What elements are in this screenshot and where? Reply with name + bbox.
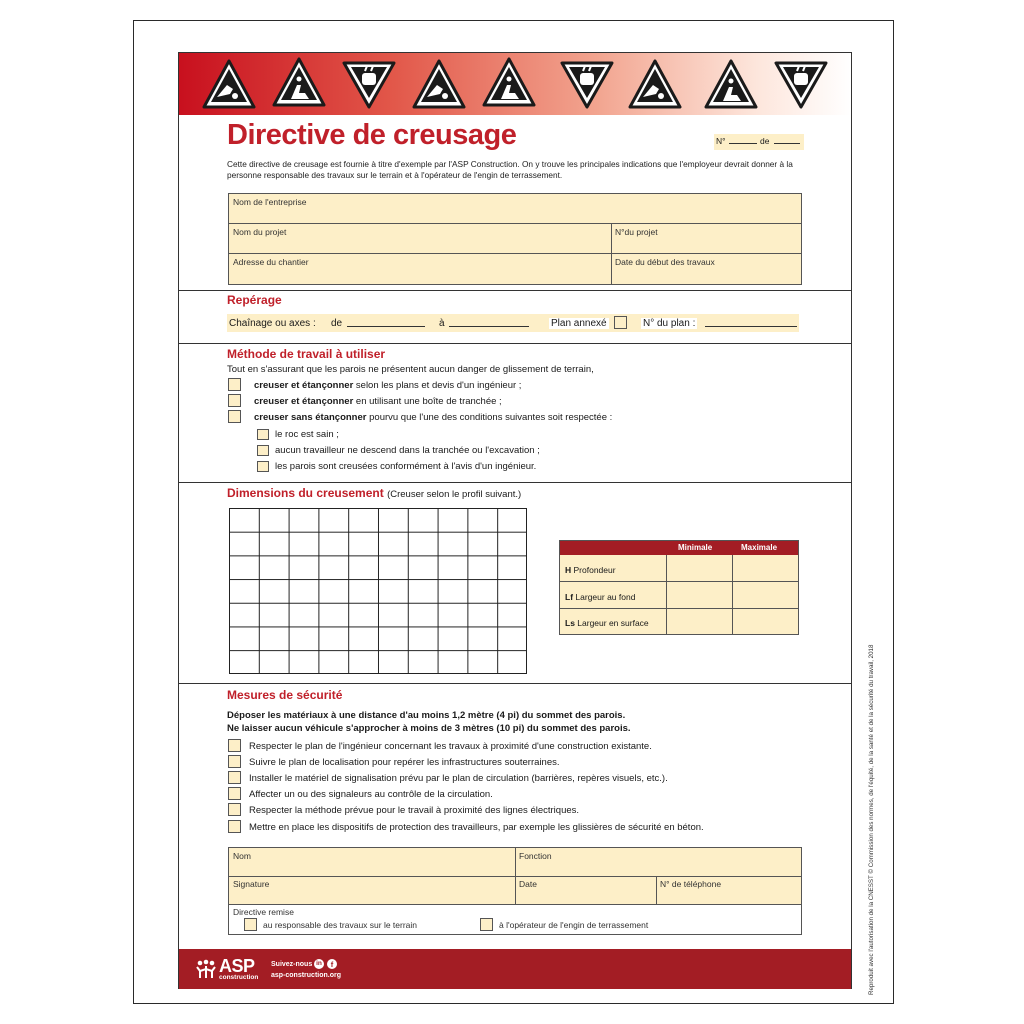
mesure-3-checkbox[interactable] — [228, 771, 241, 784]
hazard-excavator-icon — [201, 57, 257, 113]
website-link[interactable]: asp-construction.org — [271, 972, 342, 979]
method-option-3: creuser sans étançonner pourvu que l'une des conditions suivantes soit respectée : — [254, 412, 613, 423]
mesures-bold-2: Ne laisser aucun véhicule s'approcher à moins de 3 mètres (10 pi) du sommet des parois. — [227, 723, 631, 734]
site-address-field[interactable]: Adresse du chantier — [233, 257, 309, 267]
form-total-input[interactable] — [774, 136, 800, 144]
section-title-reperage: Repérage — [227, 293, 282, 307]
dim-row-lf: Lf Largeur au fond — [565, 592, 636, 602]
project-name-field[interactable]: Nom du projet — [233, 227, 287, 237]
form-number-input[interactable] — [729, 136, 757, 144]
remise-2-label: à l'opérateur de l'engin de terrassement — [499, 920, 649, 930]
mesure-4: Affecter un ou des signaleurs au contrôle de la circulation. — [249, 789, 493, 800]
mesure-1: Respecter le plan de l'ingénieur concernant les travaux à proximité d'une construction existante. — [249, 741, 652, 752]
intro-text: Cette directive de creusage est fournie à titre d'exemple par l'ASP Construction. On y trouve les principales indications que l'employeur devrait donner à la personne responsable des travaux sur le terrain et à l'opérateur de l'engin de terrassement. — [227, 159, 793, 180]
condition-2: aucun travailleur ne descend dans la tranchée ou l'excavation ; — [275, 445, 540, 456]
condition-1: le roc est sain ; — [275, 429, 339, 440]
signature-field[interactable]: Signature — [233, 879, 270, 889]
method-option-2-checkbox[interactable] — [228, 394, 241, 407]
hazard-cave-in-icon — [271, 55, 327, 111]
hazard-excavator-icon — [627, 57, 683, 113]
remise-label: Directive remise — [233, 907, 294, 917]
hazard-cave-in-icon — [481, 55, 537, 111]
date-field[interactable]: Date — [519, 879, 537, 889]
mesure-3: Installer le matériel de signalisation prévu par le plan de circulation (barrières, repères visuels, etc.). — [249, 773, 668, 784]
plan-annexe-checkbox[interactable] — [614, 316, 627, 329]
divider — [179, 482, 851, 483]
hazard-fist-icon — [341, 55, 397, 111]
method-option-1-checkbox[interactable] — [228, 378, 241, 391]
company-field[interactable]: Nom de l'entreprise — [233, 197, 307, 207]
project-fields — [228, 193, 802, 285]
remise-1-checkbox[interactable] — [244, 918, 257, 931]
project-number-field[interactable]: N°du projet — [615, 227, 658, 237]
page-title: Directive de creusage — [227, 119, 517, 151]
mesure-2-checkbox[interactable] — [228, 755, 241, 768]
divider — [179, 343, 851, 344]
follow-label: Suivez-nous — [271, 961, 313, 968]
facebook-icon[interactable]: f — [327, 959, 337, 969]
dim-row-ls: Ls Largeur en surface — [565, 618, 649, 628]
methode-intro: Tout en s'assurant que les parois ne présentent aucun danger de glissement de terrain, — [227, 364, 594, 375]
hazard-cave-in-icon — [703, 57, 759, 113]
remise-2-checkbox[interactable] — [480, 918, 493, 931]
linkedin-icon[interactable]: in — [314, 959, 324, 969]
mesures-bold-1: Déposer les matériaux à une distance d'au moins 1,2 mètre (4 pi) du sommet des parois. — [227, 710, 626, 721]
divider — [179, 290, 851, 291]
hazard-excavator-icon — [411, 57, 467, 113]
mesure-5-checkbox[interactable] — [228, 803, 241, 816]
divider — [179, 683, 851, 684]
signature-block — [228, 847, 802, 935]
asp-logo: ASP — [219, 956, 255, 976]
hazard-fist-icon — [773, 55, 829, 111]
dimensions-table — [559, 540, 799, 635]
mesure-2: Suivre le plan de localisation pour repérer les infrastructures souterraines. — [249, 757, 560, 768]
section-title-dimensions: Dimensions du creusement (Creuser selon le profil suivant.) — [227, 486, 522, 500]
remise-1-label: au responsable des travaux sur le terrain — [263, 920, 418, 930]
asp-logo-sub: construction — [219, 974, 259, 981]
function-field[interactable]: Fonction — [519, 851, 552, 861]
footer — [179, 949, 851, 989]
reperage-row: Chaînage ou axes : de à Plan annexé N° du plan : — [227, 314, 799, 332]
start-date-field[interactable]: Date du début des travaux — [615, 257, 715, 267]
mesure-1-checkbox[interactable] — [228, 739, 241, 752]
condition-3: les parois sont creusées conformément à l'avis d'un ingénieur. — [275, 461, 537, 472]
asp-logo-icon — [195, 959, 217, 979]
chainage-from-input[interactable] — [347, 319, 425, 327]
plan-number-input[interactable] — [705, 319, 797, 327]
hazard-fist-icon — [559, 55, 615, 111]
method-option-2: creuser et étançonner en utilisant une boîte de tranchée ; — [254, 396, 502, 407]
form-number-box: N° de — [714, 134, 804, 150]
phone-field[interactable]: N° de téléphone — [660, 879, 722, 889]
condition-3-checkbox[interactable] — [257, 461, 269, 472]
condition-1-checkbox[interactable] — [257, 429, 269, 440]
col-min: Minimale — [678, 543, 713, 552]
method-option-3-checkbox[interactable] — [228, 410, 241, 423]
credit-text: Reproduit avec l'autorisation de la CNESST © Commission des normes, de l'équité, de la santé et de la sécurité du travail, 2018 — [868, 644, 875, 995]
name-field[interactable]: Nom — [233, 851, 251, 861]
section-title-mesures: Mesures de sécurité — [227, 688, 343, 702]
mesure-6-checkbox[interactable] — [228, 820, 241, 833]
mesure-5: Respecter la méthode prévue pour le travail à proximité des lignes électriques. — [249, 805, 580, 816]
mesure-6: Mettre en place les dispositifs de protection des travailleurs, par exemple les glissières de sécurité en béton. — [249, 822, 704, 833]
col-max: Maximale — [741, 543, 778, 552]
hazard-banner — [179, 53, 851, 115]
chainage-to-input[interactable] — [449, 319, 529, 327]
excavation-profile-grid[interactable] — [229, 508, 527, 674]
dim-row-h: H Profondeur — [565, 565, 616, 575]
condition-2-checkbox[interactable] — [257, 445, 269, 456]
section-title-methode: Méthode de travail à utiliser — [227, 347, 386, 361]
method-option-1: creuser et étançonner selon les plans et devis d'un ingénieur ; — [254, 380, 522, 391]
mesure-4-checkbox[interactable] — [228, 787, 241, 800]
form-card — [178, 52, 852, 989]
